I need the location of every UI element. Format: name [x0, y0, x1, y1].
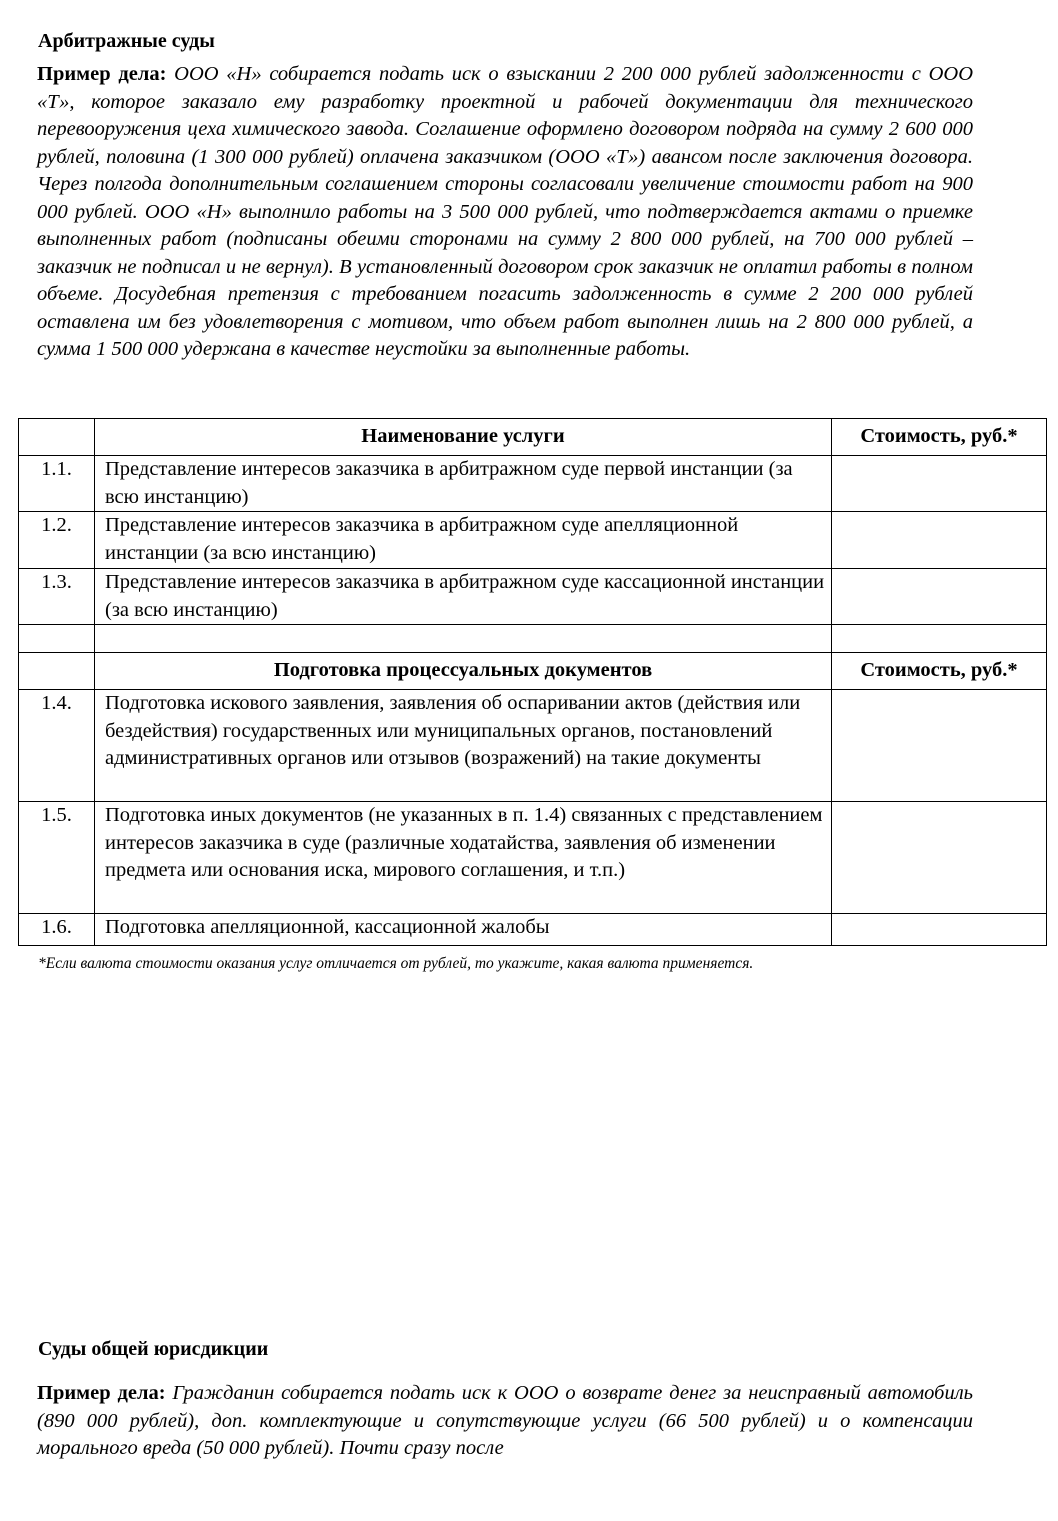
section-title-general: Суды общей юрисдикции [38, 1338, 269, 1360]
example-text: Гражданин собирается подать иск к ООО о возврате денег за неисправный автомобиль (890 000 рублей), доп. комплектующие и сопутствующие услуги (66 500 рублей) и о компенсации морального вреда (50 000 рублей). Почти сразу после [37, 1382, 973, 1459]
row-price-cell[interactable] [832, 512, 1047, 569]
table-row [19, 569, 1047, 625]
header-price: Стоимость, руб.* [832, 419, 1047, 456]
row-number: 1.3. [19, 569, 95, 625]
header-num-cell [19, 653, 95, 690]
row-number: 1.6. [19, 914, 95, 946]
empty-row [19, 625, 1047, 653]
row-service: Представление интересов заказчика в арбитражном суде апелляционной инстанции (за всю инстанцию) [95, 512, 832, 569]
section-title-arbitrazh: Арбитражные суды [38, 30, 215, 52]
row-service: Представление интересов заказчика в арбитражном суде первой инстанции (за всю инстанцию) [95, 456, 832, 512]
row-price-cell[interactable] [832, 690, 1047, 802]
row-price-cell[interactable] [832, 914, 1047, 946]
header-service-name: Наименование услуги [95, 419, 832, 456]
row-number: 1.4. [19, 690, 95, 802]
case-example-arbitrazh [37, 61, 973, 364]
row-price-cell[interactable] [832, 456, 1047, 512]
table-row [19, 512, 1047, 569]
row-price-cell[interactable] [832, 569, 1047, 625]
case-example-general [37, 1380, 973, 1463]
example-text: ООО «Н» собирается подать иск о взыскании 2 200 000 рублей задолженности с ООО «Т», которое заказало ему разработку проектной и рабочей документации для технического перевооружения цеха химического завода. Соглашение оформлено договором подряда на сумму 2 600 000 рублей, половина (1 300 000 рублей) оплачена заказчиком (ООО «Т») авансом после заключения договора. Через полгода дополнительным соглашением стороны согласовали увеличение стоимости работ на 900 000 рублей. ООО «Н» выполнило работы на 3 500 000 рублей, что подтверждается актами о приемке выполненных работ (подписаны обеими сторонами на сумму 2 800 000 рублей, на 700 000 рублей – заказчик не подписал и не вернул). В установленный договором срок заказчик не оплатил работы в полном объеме. Досудебная претензия с требованием погасить задолженность в сумме 2 200 000 рублей оставлена им без удовлетворения с мотивом, что объем работ выполнен лишь на 2 800 000 рублей, а сумма 1 500 000 удержана в качестве неустойки за выполненные работы. [37, 63, 974, 360]
services-table [18, 418, 1047, 946]
table-header-row [19, 419, 1047, 456]
table-header-row [19, 653, 1047, 690]
table-row [19, 456, 1047, 512]
row-price-cell[interactable] [832, 802, 1047, 914]
header-price: Стоимость, руб.* [832, 653, 1047, 690]
row-service: Представление интересов заказчика в арбитражном суде кассационной инстанции (за всю инстанцию) [95, 569, 832, 625]
header-num-cell [19, 419, 95, 456]
table-row [19, 690, 1047, 802]
row-service: Подготовка иных документов (не указанных в п. 1.4) связанных с представлением интересов заказчика в суде (различные ходатайства, заявления об изменении предмета или основания иска, мирового соглашения, и т.п.) [95, 802, 832, 914]
row-number: 1.5. [19, 802, 95, 914]
row-service: Подготовка искового заявления, заявления об оспаривании актов (действия или бездействия) государственных или муниципальных органов, постановлений административных органов или отзывов (возражений) на такие документы [95, 690, 832, 802]
row-number: 1.1. [19, 456, 95, 512]
header-documents: Подготовка процессуальных документов [95, 653, 832, 690]
row-number: 1.2. [19, 512, 95, 569]
table-row [19, 914, 1047, 946]
currency-footnote: *Если валюта стоимости оказания услуг отличается от рублей, то укажите, какая валюта применяется. [38, 955, 754, 972]
example-label: Пример дела: [37, 63, 167, 85]
table-row [19, 802, 1047, 914]
example-label: Пример дела: [37, 1382, 166, 1404]
row-service: Подготовка апелляционной, кассационной жалобы [95, 914, 832, 946]
